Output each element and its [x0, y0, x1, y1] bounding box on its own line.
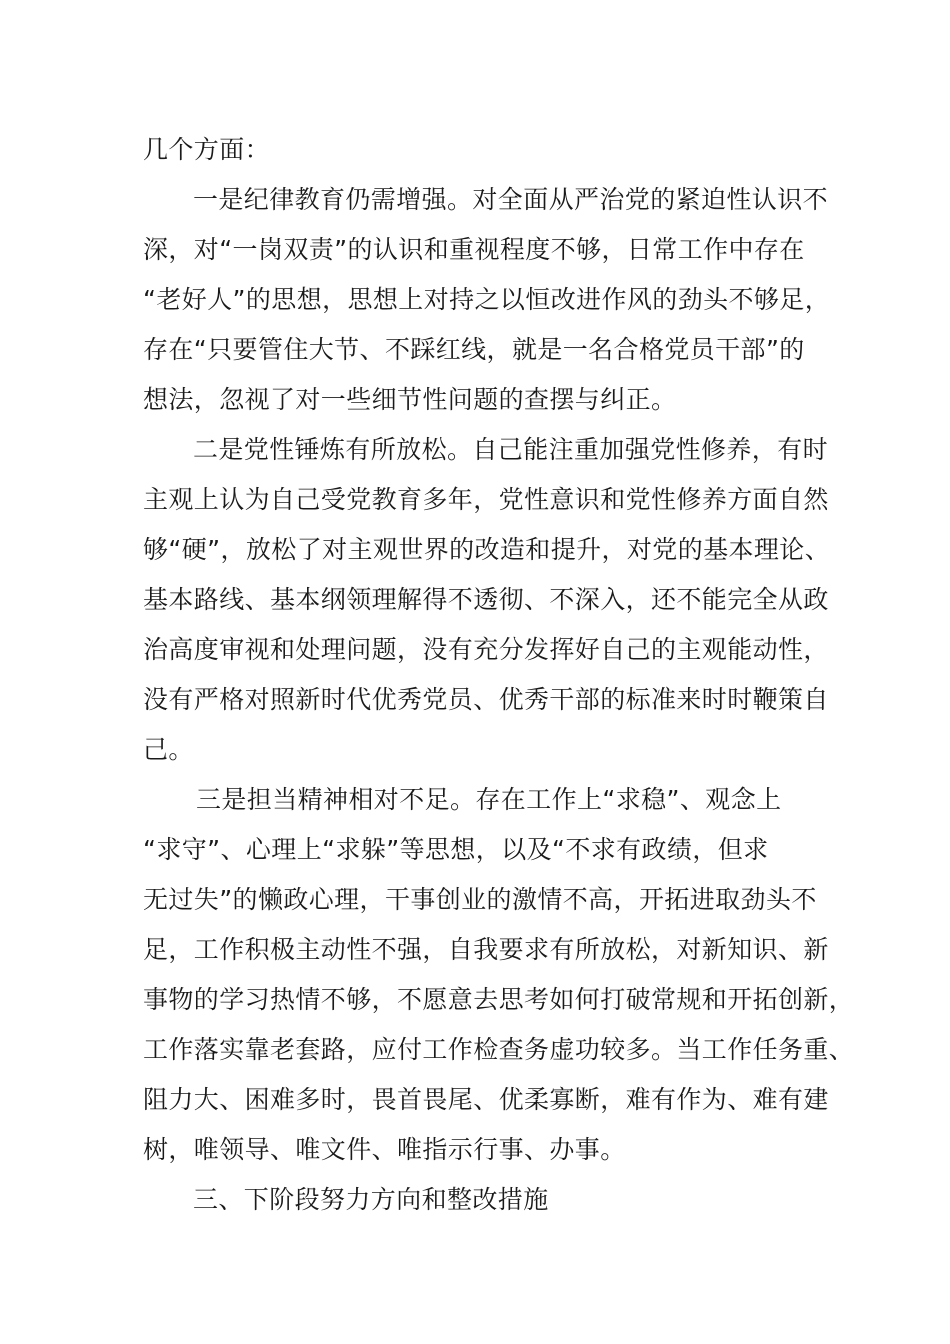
text-line: 基本路线、基本纲领理解得不透彻、不深入，还不能完全从政 [143, 585, 829, 614]
text-line: 深，对“一岗双责”的认识和重视程度不够，日常工作中存在 [143, 235, 805, 264]
paragraph-3-heading-line: 三是担当精神相对不足。存在工作上“求稳”、观念上 [196, 785, 782, 814]
text-line: 无过失”的懒政心理，干事创业的激情不高，开拓进取劲头不 [143, 885, 817, 914]
text-line: 几个方面： [143, 135, 271, 164]
text-line: 事物的学习热情不够，不愿意去思考如何打破常规和开拓创新， [143, 985, 855, 1014]
text-line: 足，工作积极主动性不强，自我要求有所放松，对新知识、新 [143, 935, 829, 964]
text-line: 树，唯领导、唯文件、唯指示行事、办事。 [143, 1135, 626, 1164]
paragraph-2-heading-line: 二是党性锤炼有所放松。自己能注重加强党性修养，有时 [193, 435, 829, 464]
text-line: 阻力大、困难多时，畏首畏尾、优柔寡断，难有作为、难有建 [143, 1085, 829, 1114]
text-line: 主观上认为自己受党教育多年，党性意识和党性修养方面自然 [143, 485, 829, 514]
text-line: 没有严格对照新时代优秀党员、优秀干部的标准来时时鞭策自 [143, 685, 829, 714]
text-line: 治高度审视和处理问题，没有充分发挥好自己的主观能动性， [143, 635, 829, 664]
text-line: 工作落实靠老套路，应付工作检查务虚功较多。当工作任务重、 [143, 1035, 855, 1064]
paragraph-1-heading-line: 一是纪律教育仍需增强。对全面从严治党的紧迫性认识不 [193, 185, 829, 214]
text-line: 己。 [143, 735, 194, 764]
text-line: 够“硬”，放松了对主观世界的改造和提升，对党的基本理论、 [143, 535, 831, 564]
text-line: 存在“只要管住大节、不踩红线，就是一名合格党员干部”的 [143, 335, 805, 364]
section-heading: 三、下阶段努力方向和整改措施 [193, 1185, 549, 1214]
text-line: “求守”、心理上“求躲”等思想，以及“不求有政绩，但求 [143, 835, 769, 864]
text-line: 想法，忽视了对一些细节性问题的查摆与纠正。 [143, 385, 677, 414]
text-line: “老好人”的思想，思想上对持之以恒改进作风的劲头不够足， [143, 285, 831, 314]
